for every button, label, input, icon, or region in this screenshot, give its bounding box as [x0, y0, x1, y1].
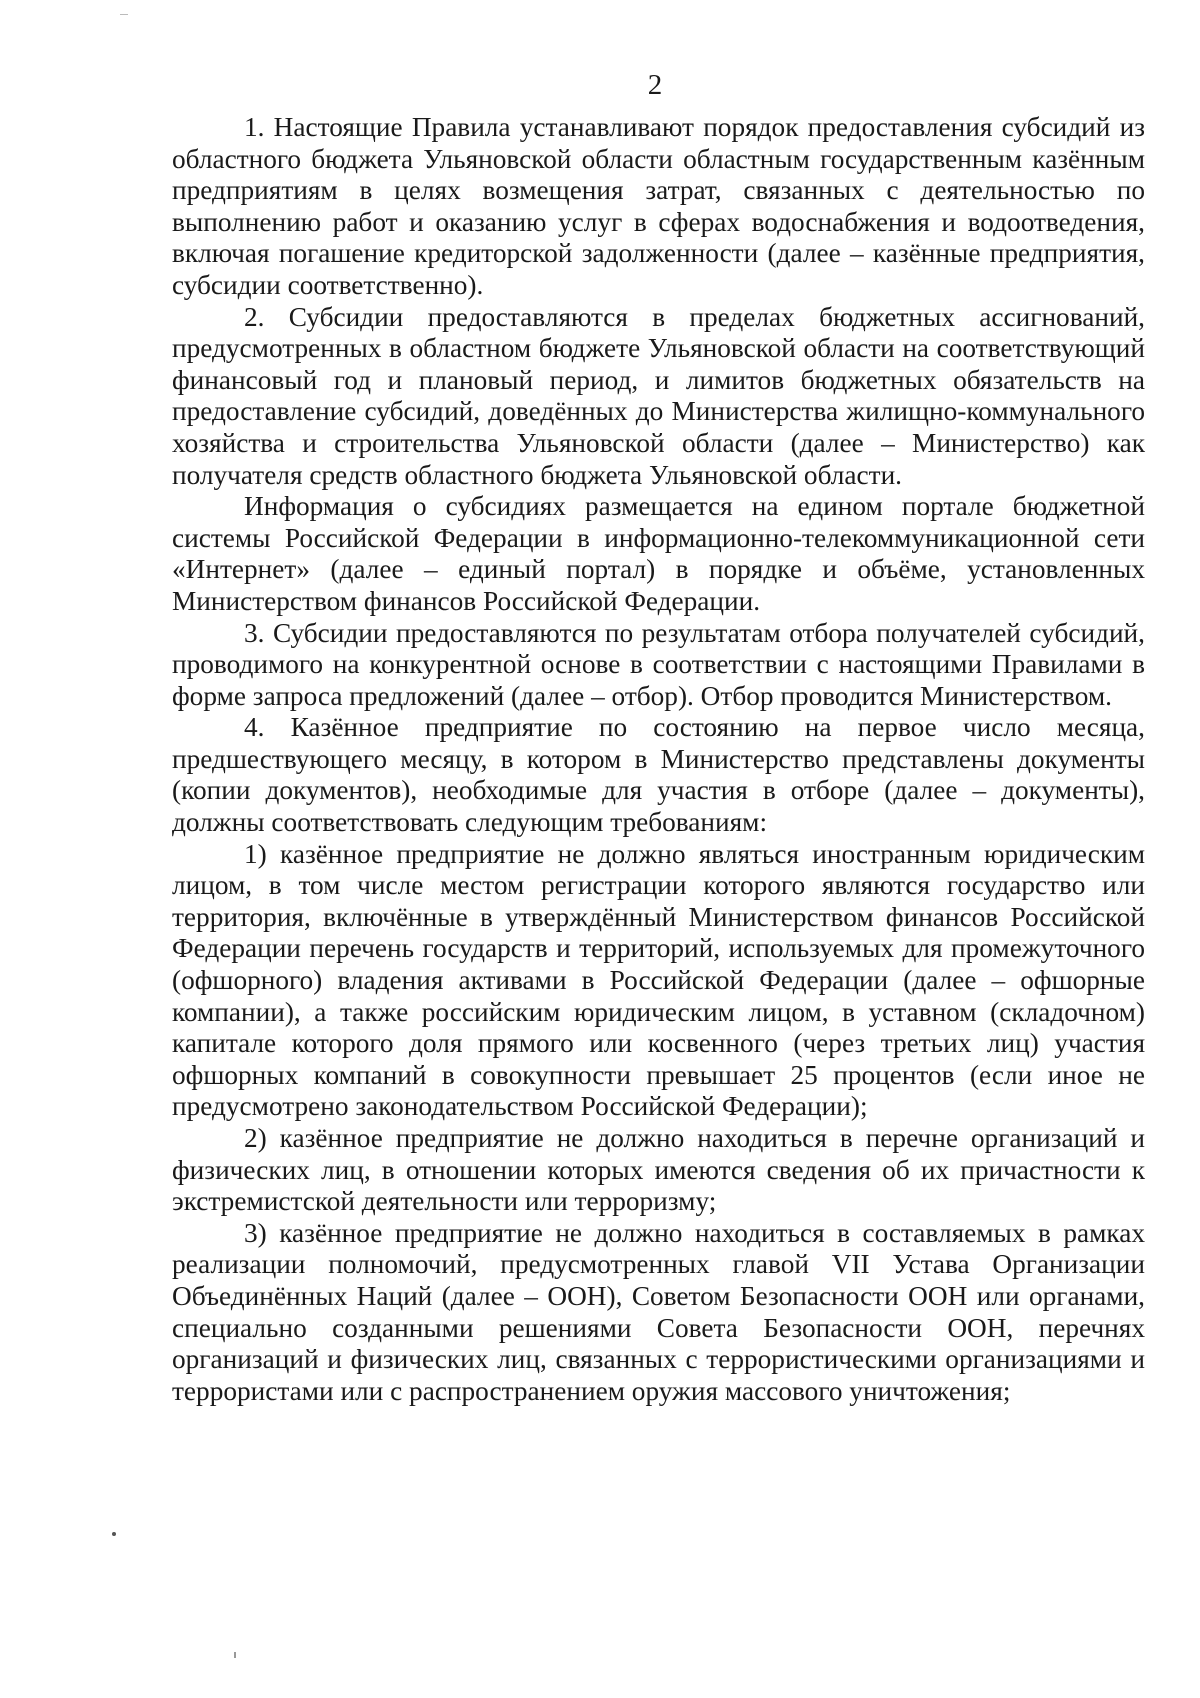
document-body [172, 112, 1145, 1407]
paragraph-8: 3) казённое предприятие не должно находиться в составляемых в рамках реализации полномочий, предусмотренных главой VII Устава Организации Объединённых Наций (далее – ООН), Советом Безопасности ООН или органами, специально созданными решениями Совета Безопасности ООН, перечнях организаций и физических лиц, связанных с террористическими организациями и террористами или с распространением оружия массового уничтожения; [172, 1217, 1145, 1406]
paragraph-5: 4. Казённое предприятие по состоянию на первое число месяца, предшествующего месяцу, в котором в Министерство представлены документы (копии документов), необходимые для участия в отборе (далее – документы), должны соответствовать следующим требованиям: [172, 712, 1145, 838]
scan-speck [112, 1532, 116, 1536]
paragraph-1: 1. Настоящие Правила устанавливают порядок предоставления субсидий из областного бюджета Ульяновской области областным государственным казённым предприятиям в целях возмещения затрат, связанных с деятельностью по выполнению работ и оказанию услуг в сферах водоснабжения и водоотведения, включая погашение кредиторской задолженности (далее – казённые предприятия, субсидии соответственно). [172, 112, 1145, 300]
scan-speck [120, 14, 128, 15]
paragraph-2: 2. Субсидии предоставляются в пределах бюджетных ассигнований, предусмотренных в областном бюджете Ульяновской области на соответствующий финансовый год и плановый период, и лимитов бюджетных обязательств на предоставление субсидий, доведённых до Министерства жилищно-коммунального хозяйства и строительства Ульяновской области (далее – Министерство) как получателя средств областного бюджета Ульяновской области. [172, 301, 1145, 490]
page-number: 2 [647, 69, 663, 101]
scan-speck [234, 1652, 236, 1658]
paragraph-3: Информация о субсидиях размещается на едином портале бюджетной системы Российской Федерации в информационно-телекоммуникационной сети «Интернет» (далее – единый портал) в порядке и объёме, установленных Министерством финансов Российской Федерации. [172, 491, 1145, 616]
paragraph-6: 1) казённое предприятие не должно являться иностранным юридическим лицом, в том числе местом регистрации которого являются государство или территория, включённые в утверждённый Министерством финансов Российской Федерации перечень государств и территорий, используемых для промежуточного (офшорного) владения активами в Российской Федерации (далее – офшорные компании), а также российским юридическим лицом, в уставном (складочном) капитале которого доля прямого или косвенного (через третьих лиц) участия офшорных компаний в совокупности превышает 25 процентов (если иное не предусмотрено законодательством Российской Федерации); [172, 838, 1145, 1122]
paragraph-7: 2) казённое предприятие не должно находиться в перечне организаций и физических лиц, в отношении которых имеются сведения об их причастности к экстремистской деятельности или терроризму; [172, 1123, 1145, 1217]
paragraph-4: 3. Субсидии предоставляются по результатам отбора получателей субсидий, проводимого на конкурентной основе в соответствии с настоящими Правилами в форме запроса предложений (далее – отбор). Отбор проводится Министерством. [172, 617, 1145, 711]
